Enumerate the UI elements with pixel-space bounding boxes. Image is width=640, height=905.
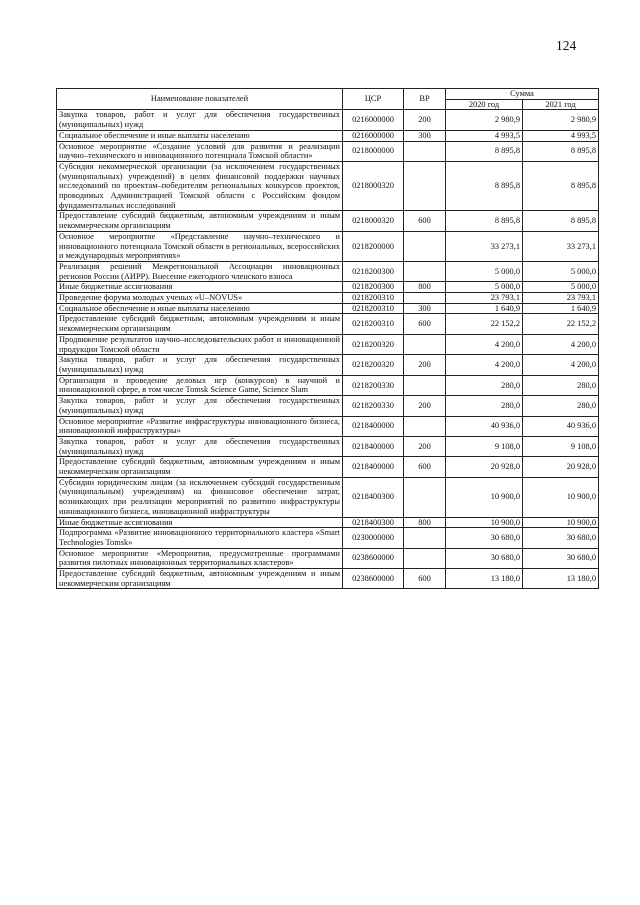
row-vr (404, 334, 446, 354)
row-name: Организация и проведение деловых игр (конкурсов) в научной и инновационной сфере, в том числе Tomsk Science Game, Science Slam (57, 375, 343, 395)
row-value-2020: 30 680,0 (446, 548, 523, 568)
row-value-2020: 8 895,8 (446, 161, 523, 211)
row-vr (404, 528, 446, 548)
row-code: 0218200310 (343, 314, 404, 334)
row-value-2020: 2 980,9 (446, 110, 523, 130)
row-vr: 200 (404, 110, 446, 130)
row-name: Основное мероприятие «Развитие инфраструктуры инновационного бизнеса, инновационной инфраструктуры» (57, 416, 343, 436)
table-row (57, 110, 599, 130)
row-name: Реализация решений Межрегиональной Ассоциации инновационных регионов России (АИРР). Внесение ежегодного членского взноса (57, 261, 343, 281)
row-value-2021: 8 895,8 (523, 211, 599, 231)
row-code: 0218200300 (343, 282, 404, 293)
row-value-2020: 13 180,0 (446, 569, 523, 589)
table-row (57, 396, 599, 416)
budget-table (56, 88, 599, 589)
row-code: 0218000320 (343, 211, 404, 231)
table-row (57, 261, 599, 281)
row-vr: 200 (404, 396, 446, 416)
row-vr (404, 231, 446, 261)
row-value-2020: 9 108,0 (446, 436, 523, 456)
row-code: 0218200310 (343, 293, 404, 304)
row-value-2021: 33 273,1 (523, 231, 599, 261)
table-row (57, 528, 599, 548)
row-vr: 200 (404, 355, 446, 375)
table-row (57, 130, 599, 141)
row-value-2020: 40 936,0 (446, 416, 523, 436)
row-code: 0230000000 (343, 528, 404, 548)
row-name: Продвижение результатов научно–исследовательских работ и инновационной продукции Томской области (57, 334, 343, 354)
row-value-2021: 4 993,5 (523, 130, 599, 141)
row-value-2020: 4 200,0 (446, 355, 523, 375)
table-row (57, 517, 599, 528)
row-value-2020: 22 152,2 (446, 314, 523, 334)
row-vr (404, 477, 446, 517)
header-row (57, 89, 599, 100)
row-value-2021: 4 200,0 (523, 355, 599, 375)
row-value-2021: 10 900,0 (523, 477, 599, 517)
row-code: 0218400300 (343, 517, 404, 528)
row-code: 0218200000 (343, 231, 404, 261)
row-name: Социальное обеспечение и иные выплаты населению (57, 303, 343, 314)
row-code: 0218400000 (343, 436, 404, 456)
row-value-2021: 4 200,0 (523, 334, 599, 354)
table-row (57, 457, 599, 477)
row-value-2020: 20 928,0 (446, 457, 523, 477)
table-row (57, 436, 599, 456)
row-value-2020: 8 895,8 (446, 211, 523, 231)
row-name: Предоставление субсидий бюджетным, автономным учреждениям и иным некоммерческим организациям (57, 569, 343, 589)
row-value-2020: 8 895,8 (446, 141, 523, 161)
row-code: 0218200300 (343, 261, 404, 281)
row-code: 0218000000 (343, 141, 404, 161)
row-value-2021: 20 928,0 (523, 457, 599, 477)
row-value-2021: 1 640,9 (523, 303, 599, 314)
row-name: Подпрограмма «Развитие инновационного территориального кластера «Smart Technologies Tomsk» (57, 528, 343, 548)
table-row (57, 477, 599, 517)
table-row (57, 293, 599, 304)
row-vr (404, 141, 446, 161)
table-row (57, 161, 599, 211)
row-name: Закупка товаров, работ и услуг для обеспечения государственных (муниципальных) нужд (57, 110, 343, 130)
row-name: Закупка товаров, работ и услуг для обеспечения государственных (муниципальных) нужд (57, 436, 343, 456)
row-name: Основное мероприятие «Создание условий для развития и реализации научно–технического и инновационного потенциала Томской области» (57, 141, 343, 161)
row-name: Проведение форума молодых ученых «U–NOVUS» (57, 293, 343, 304)
header-sum: Сумма (446, 89, 599, 100)
row-code: 0218200320 (343, 355, 404, 375)
table-row (57, 282, 599, 293)
row-code: 0218200320 (343, 334, 404, 354)
header-year-2020: 2020 год (446, 99, 523, 110)
row-value-2021: 13 180,0 (523, 569, 599, 589)
row-name: Социальное обеспечение и иные выплаты населению (57, 130, 343, 141)
row-value-2020: 23 793,1 (446, 293, 523, 304)
row-value-2020: 280,0 (446, 396, 523, 416)
row-vr: 800 (404, 282, 446, 293)
row-value-2021: 23 793,1 (523, 293, 599, 304)
table-row (57, 355, 599, 375)
row-name: Иные бюджетные ассигнования (57, 517, 343, 528)
row-vr: 600 (404, 314, 446, 334)
row-code: 0218400000 (343, 457, 404, 477)
row-name: Закупка товаров, работ и услуг для обеспечения государственных (муниципальных) нужд (57, 355, 343, 375)
row-name: Закупка товаров, работ и услуг для обеспечения государственных (муниципальных) нужд (57, 396, 343, 416)
header-year-2021: 2021 год (523, 99, 599, 110)
row-code: 0218200310 (343, 303, 404, 314)
row-value-2020: 10 900,0 (446, 477, 523, 517)
header-vr: ВР (404, 89, 446, 110)
row-name: Субсидии юридическим лицам (за исключением субсидий государственным (муниципальным) учреждениям) на финансовое обеспечение затрат, возникающих при реализации мероприятий по развитию инфраструктуры инновационного бизнеса, инновационной инфраструктуры (57, 477, 343, 517)
table-row (57, 416, 599, 436)
row-name: Иные бюджетные ассигнования (57, 282, 343, 293)
row-value-2020: 4 993,5 (446, 130, 523, 141)
row-value-2021: 5 000,0 (523, 261, 599, 281)
row-vr: 600 (404, 457, 446, 477)
row-vr: 600 (404, 211, 446, 231)
row-value-2021: 280,0 (523, 396, 599, 416)
row-value-2021: 10 900,0 (523, 517, 599, 528)
row-value-2021: 22 152,2 (523, 314, 599, 334)
row-code: 0218000320 (343, 161, 404, 211)
row-vr (404, 548, 446, 568)
row-value-2021: 2 980,9 (523, 110, 599, 130)
table-row (57, 231, 599, 261)
row-vr: 300 (404, 130, 446, 141)
row-value-2020: 280,0 (446, 375, 523, 395)
header-csr: ЦСР (343, 89, 404, 110)
row-code: 0238600000 (343, 548, 404, 568)
row-name: Основное мероприятие «Представление научно–технического и инновационного потенциала Томской области в региональных, всероссийских и международных мероприятиях» (57, 231, 343, 261)
table-row (57, 334, 599, 354)
row-vr (404, 375, 446, 395)
row-value-2020: 4 200,0 (446, 334, 523, 354)
row-value-2021: 30 680,0 (523, 528, 599, 548)
table-row (57, 211, 599, 231)
row-value-2021: 40 936,0 (523, 416, 599, 436)
table-row (57, 141, 599, 161)
header-name: Наименование показателей (57, 89, 343, 110)
row-vr (404, 161, 446, 211)
row-value-2020: 1 640,9 (446, 303, 523, 314)
row-name: Предоставление субсидий бюджетным, автономным учреждениям и иным некоммерческим организациям (57, 314, 343, 334)
page-number: 124 (556, 38, 577, 53)
row-value-2021: 30 680,0 (523, 548, 599, 568)
row-value-2021: 9 108,0 (523, 436, 599, 456)
row-vr (404, 416, 446, 436)
row-code: 0216000000 (343, 130, 404, 141)
row-value-2020: 5 000,0 (446, 261, 523, 281)
row-value-2020: 10 900,0 (446, 517, 523, 528)
table-row (57, 303, 599, 314)
table-row (57, 314, 599, 334)
row-vr (404, 293, 446, 304)
row-code: 0218400000 (343, 416, 404, 436)
row-vr: 300 (404, 303, 446, 314)
row-value-2021: 8 895,8 (523, 141, 599, 161)
row-name: Основное мероприятие «Мероприятия, предусмотренные программами развития пилотных инновационных территориальных кластеров» (57, 548, 343, 568)
row-value-2020: 30 680,0 (446, 528, 523, 548)
row-name: Субсидия некоммерческой организации (за исключением государственных (муниципальных) учреждений) в целях финансовой поддержки научных исследований по проектам–победителям региональных конкурсов проектов, проводимых Администрацией Томской области с Российским фондом фундаментальных исследований (57, 161, 343, 211)
row-vr: 200 (404, 436, 446, 456)
row-code: 0218200330 (343, 396, 404, 416)
table-row (57, 548, 599, 568)
row-value-2021: 5 000,0 (523, 282, 599, 293)
row-value-2020: 33 273,1 (446, 231, 523, 261)
table-row (57, 569, 599, 589)
row-name: Предоставление субсидий бюджетным, автономным учреждениям и иным некоммерческим организациям (57, 211, 343, 231)
row-code: 0218200330 (343, 375, 404, 395)
row-vr (404, 261, 446, 281)
row-value-2021: 8 895,8 (523, 161, 599, 211)
table-row (57, 375, 599, 395)
row-value-2020: 5 000,0 (446, 282, 523, 293)
row-value-2021: 280,0 (523, 375, 599, 395)
row-name: Предоставление субсидий бюджетным, автономным учреждениям и иным некоммерческим организациям (57, 457, 343, 477)
row-code: 0218400300 (343, 477, 404, 517)
row-code: 0216000000 (343, 110, 404, 130)
row-vr: 800 (404, 517, 446, 528)
row-code: 0238600000 (343, 569, 404, 589)
row-vr: 600 (404, 569, 446, 589)
